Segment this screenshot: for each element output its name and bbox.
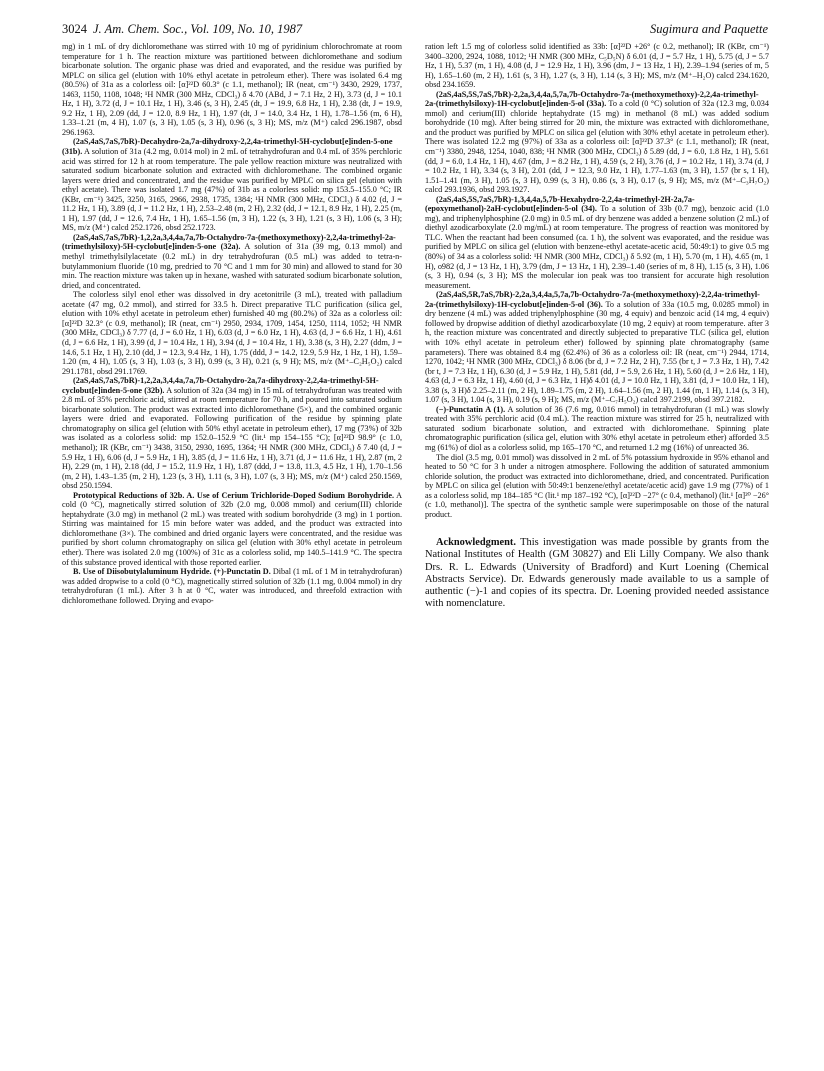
paragraph-text: A cold (0 °C), magnetically stirred solution of 32b (2.0 mg, 0.008 mmol) and cerium(III) chloride heptahydrate (3.0 mg) in methanol (2 mL) was treated with sodium borohydride (3 mg) in 1 portion. Stirring was maintained for 15 min before water was added, and the product was extracted into dichloromethane (3×). The combined and dried organic layers were concentrated, and the residue was purified by short column chromatography on silica gel (elution with 30% ethyl acetate in petroleum ether). There was isolated 2.0 mg (100%) of 31c as a colorless solid, mp 140.5–141.9 °C. The spectra of this substance proved identical with those reported earlier.: [62, 490, 402, 567]
body-paragraph: [425, 42, 769, 90]
body-paragraph: [62, 376, 402, 491]
body-paragraph: [62, 233, 402, 290]
paragraph-text: This investigation was made possible by grants from the National Institutes of Health (GM 30827) and Eli Lilly Company. We also thank Drs. R. L. Edwards (University of Bradford) and Kurt Loening (Chemical Abstracts Service). Dr. Edwards generously made available to us a sample of authentic (−)-1 and copies of its spectra. Dr. Loening provided needed assistance with nomenclature.: [425, 537, 769, 609]
paragraph-heading: Prototypical Reductions of 32b. A. Use of Cerium Trichloride-Doped Sodium Borohydride.: [73, 490, 394, 500]
body-paragraph: [425, 90, 769, 195]
running-head-left: [62, 22, 302, 37]
body-paragraph: [425, 290, 769, 405]
page-number: 3024: [62, 22, 87, 36]
paragraph-text: A solution of 32a (34 mg) in 15 mL of tetrahydrofuran was treated with 2.8 mL of 35% perchloric acid, stirred at room temperature for 70 h, and poured into saturated sodium bicarbonate solution. The product was extracted into dichloromethane (5×), and the combined organic layers were dried and evaporated. Following purification of the residue by spinning plate chromatography on silica gel (elution with 50% ethyl acetate in petroleum ether), 17 mg (73%) of 32b was isolated as a colorless solid: mp 152.0–152.9 °C (lit.¹ mp 154–155 °C); [α]²²D 98.9° (c 1.0, methanol); IR (KBr, cm⁻¹) 3438, 3150, 2930, 1695, 1364; ¹H NMR (300 MHz, CDCl₃) δ 7.40 (d, J = 5.9 Hz, 1 H), 6.06 (d, J = 5.9 Hz, 1 H), 3.85 (d, J = 11.6 Hz, 1 H), 3.71 (d, J = 11.6 Hz, 1 H), 2.87 (m, 2 H), 2.29 (m, 1 H), 2.18 (dd, J = 15.2, 11.9 Hz, 1 H), 1.87 (ddd, J = 13.8, 11.3, 4.5 Hz, 1 H), 1.70–1.56 (m, 2 H), 1.43–1.35 (m, 2 H), 1.23 (s, 3 H), 1.11 (s, 3 H), 1.07 (s, 3 H); MS, m/z (M⁺) calcd 250.1569, obsd 250.1594.: [62, 385, 402, 491]
paragraph-text: To a cold (0 °C) solution of 32a (12.3 mg, 0.034 mmol) and cerium(III) chloride heptahydrate (15 mg) in methanol (8 mL) was added sodium borohydride (10 mg). After being stirred for 20 min, the mixture was extracted with dichloromethane, and the product was purified by MPLC on silica gel (elution with 30% ethyl acetate in petroleum ether). There was isolated 12.2 mg (97%) of 33a as a colorless oil: [α]²²D 37.3° (c 1.1, methanol); IR (neat, cm⁻¹) 3380, 2948, 1254, 1040, 838; ¹H NMR (300 MHz, CDCl₃) δ 5.89 (dd, J = 6.0, 1.8 Hz, 1 H), 5.61 (dd, J = 6.0, 1.4 Hz, 1 H), 4.67 (dm, J = 8.2 Hz, 1 H), 4.59 (s, 2 H), 3.76 (d, J = 10.2 Hz, 1 H), 3.74 (d, J = 10.2 Hz, 1 H), 3.34 (s, 3 H), 2.01 (dd, J = 12.3, 9.0 Hz, 1 H), 1.77–1.63 (m, 3 H), 1.57 (br s, 1 H), 1.51–1.41 (m, 3 H), 1.05 (s, 3 H), 0.99 (s, 3 H), 0.86 (s, 3 H), 0.17 (s, 9 H); MS, m/z (M⁺–C₃H₇O₂) calcd 293.1936, obsd 293.1927.: [425, 99, 769, 195]
paragraph-text: A solution of 31a (4.2 mg, 0.014 mol) in 2 mL of tetrahydrofuran and 0.4 mL of 35% perchloric acid was stirred for 12 h at room temperature. The pale yellow reaction mixture was neutralized with saturated sodium bicarbonate solution and extracted with dichloromethane. The combined organic layers were dried and concentrated, and the residue was purified by MPLC on silica gel (elution with ethyl acetate). There was isolated 1.7 mg (47%) of 31b as a colorless solid: mp 153.5–155.0 °C; IR (KBr, cm⁻¹) 3425, 3250, 3165, 2966, 2938, 1735, 1384; ¹H NMR (300 MHz, CDCl₃) δ 4.02 (d, J = 11.2 Hz, 1 H), 3.89 (d, J = 11.2 Hz, 1 H), 2.53–2.48 (m, 2 H), 2.32 (dd, J = 12.1, 8.9 Hz, 1 H), 2.25 (m, 1 H), 1.97 (dd, J = 12.6, 7.4 Hz, 1 H), 1.65–1.56 (m, 3 H), 1.22 (s, 3 H), 1.21 (s, 3 H), 1.06 (s, 3 H); MS, m/z (M⁺) calcd 252.1726, obsd 252.1723.: [62, 147, 402, 233]
paragraph-heading: (2aS,4aS,7aS,7bR)-1,2,2a,3,4,4a,7a,7b-Octahydro-7a-(methoxymethoxy)-2,2,4a-trimethyl-2a-(trimethylsiloxy)-5H-cyclobut[e]inden-5-one (32a).: [62, 232, 396, 252]
running-head-authors: Sugimura and Paquette: [649, 22, 768, 36]
paragraph-text: Dibal (1 mL of 1 M in tetrahydrofuran) was added dropwise to a cold (0 °C), magnetically stirred solution of 32b (1.1 mg, 0.004 mmol) in dry tetrahydrofuran (1 mL). After 3 h at 0 °C, water was introduced, and threefold extraction with dichloromethane followed. Drying and evapo-: [62, 567, 402, 605]
paragraph-heading: Acknowledgment.: [436, 537, 516, 549]
body-paragraph: [425, 195, 769, 290]
paragraph-heading: (−)-Punctatin A (1).: [436, 404, 506, 414]
body-paragraph: [425, 453, 769, 520]
body-paragraph: [62, 42, 402, 137]
paragraph-text: mg) in 1 mL of dry dichloromethane was stirred with 10 mg of pyridinium chlorochromate at room temperature for 1 h. The reaction mixture was partitioned between dichloromethane and sodium bicarbonate solution. The organic phase was dried and evaporated, and the residue was purified by MPLC on silica gel (elution with 10% ethyl acetate in petroleum ether). There was isolated 6.4 mg (80.5%) of 31a as a colorless oil: [α]²²D 60.3° (c 1.1, methanol); IR (neat, cm⁻¹) 3430, 2929, 1737, 1463, 1150, 1108, 1048; ¹H NMR (300 MHz, CDCl₃) δ 4.70 (ABd, J = 7.1 Hz, 2 H), 3.73 (d, J = 10.1 Hz, 1 H), 3.72 (d, J = 10.1 Hz, 1 H), 3.46 (s, 3 H), 2.45 (dt, J = 19.9, 6.8 Hz, 1 H), 2.38 (dt, J = 19.9, 9.2 Hz, 1 H), 2.09 (dd, J = 12.0, 8.9 Hz, 1 H), 1.97 (dt, J = 14.0, 3.4 Hz, 1 H), 1.78–1.56 (m, 6 H), 1.33–1.21 (m, 4 H), 1.07 (s, 3 H), 1.05 (s, 3 H), 0.96 (s, 3 H); MS, m/z (M⁺) calcd 296.1987, obsd 296.1963.: [62, 42, 402, 137]
paragraph-text: ration left 1.5 mg of colorless solid identified as 33b: [α]²²D +26° (c 0.2, methanol); IR (KBr, cm⁻¹) 3400–3200, 2924, 1088, 1012; ¹H NMR (300 MHz, C₅D₅N) δ 6.01 (d, J = 5.7 Hz, 1 H), 5.75 (d, J = 5.7 Hz, 1 H), 5.37 (m, 1 H), 4.08 (d, J = 12.9 Hz, 1 H), 3.96 (dm, J = 13 Hz, 1 H), 2.39–1.94 (series of m, 5 H), 1.65–1.60 (m, 2 H), 1.61 (s, 3 H), 1.27 (s, 3 H), 1.14 (s, 3 H); MS, m/z (M⁺–H₂O) calcd 234.1620, obsd 234.1659.: [425, 42, 769, 90]
body-paragraph: [62, 567, 402, 605]
page-header: [62, 22, 768, 40]
right-column: [425, 42, 769, 610]
paragraph-text: To a solution of 33a (10.5 mg, 0.0285 mmol) in dry benzene (4 mL) was added triphenylphosphine (30 mg, 4 equiv) and benzoic acid (14 mg, 4 equiv) followed by dropwise addition of diethyl azodicarboxylate (10 mg, 2 equiv) at room temperature. after 3 h, the reaction mixture was concentrated and directly subjected to preparative TLC (silica gel, elution with 10% ethyl acetate in petroleum ether) followed by spinning plate chromatography (same parameters). There was obtained 8.4 mg (62.4%) of 36 as a colorless oil: IR (neat, cm⁻¹) 2944, 1714, 1270, 1042; ¹H NMR (300 MHz, CDCl₃) δ 8.06 (br d, J = 7.2 Hz, 2 H), 7.55 (br t, J = 7.3 Hz, 1 H), 7.42 (br t, J = 7.3 Hz, 1 H), 6.30 (d, J = 5.9 Hz, 1 H), 5.81 (dd, J = 5.9, 2.6 Hz, 1 H), 5.60 (d, J = 2.6 Hz, 1 H), 4.63 (d, J = 6.3 Hz, 1 H), 4.60 (d, J = 6.3 Hz, 1 H)δ 4.01 (d, J = 10.0 Hz, 1 H), 3.81 (d, J = 10.0 Hz, 1 H), 3.38 (s, 3 H)δ 2.25–2.11 (m, 2 H), 1.89–1.75 (m, 2 H), 1.64–1.56 (m, 2 H), 1.44 (m, 1 H), 1.14 (s, 3 H), 1.07 (s, 3 H), 1.04 (s, 3 H), 0.19 (s, 9 H); MS, m/z (M⁺–C₇H₅O₂) calcd 397.2199, obsd 397.2182.: [425, 299, 769, 405]
paragraph-text: The diol (3.5 mg, 0.01 mmol) was dissolved in 2 mL of 5% potassium hydroxide in 95% ethanol and heated to 50 °C for 3 h under a nitrogen atmosphere. Following the addition of saturated ammonium chloride solution, the product was extracted into dichloromethane, dried, and concentrated. Purification by MPLC on silica gel (elution with 50:49:1 benzene/ethyl acetate/acetic acid) gave 1.9 mg (77%) of 1 as a colorless solid, mp 184–185 °C (lit.¹ mp 187–192 °C), [α]²²D −27° (c 0.4, methanol) (lit.¹ [α]²⁰ −26° (c 1.0, methanol)]. The spectra of the synthetic sample were superimposable on those of the natural product.: [425, 452, 769, 519]
paragraph-heading: (2aS,4aS,7aS,7bR)-1,2,2a,3,4,4a,7a,7b-Octahydro-2a,7a-dihydroxy-2,2,4a-trimethyl-5H-cyclobut[e]inden-5-one (32b).: [62, 376, 379, 395]
body-paragraph: [62, 137, 402, 232]
paragraph-heading: (2aS,4aS,7aS,7bR)-Decahydro-2a,7a-dihydroxy-2,2,4a-trimethyl-5H-cyclobut[e]inden-5-one (31b).: [62, 137, 393, 157]
body-paragraph: [425, 405, 769, 453]
body-paragraph: [62, 290, 402, 376]
paragraph-text: The colorless silyl enol ether was dissolved in dry acetonitrile (3 mL), treated with palladium acetate (47 mg, 0.2 mmol), and stirred for 33.5 h. Direct preparative TLC purification (silica gel, elution with 10% ethyl acetate in petroleum ether) furnished 40 mg (80.2%) of 32a as a colorless oil: [α]²²D 32.3° (c 0.9, methanol); IR (neat, cm⁻¹) 2950, 2934, 1709, 1454, 1250, 1114, 1052; ¹H NMR (300 MHz, CDCl₃) δ 7.77 (d, J = 6.0 Hz, 1 H), 6.03 (d, J = 6.0 Hz, 1 H), 4.63 (d, J = 6.6 Hz, 1 H), 4.61 (d, J = 6.6 Hz, 1 H), 3.99 (d, J = 10.4 Hz, 1 H), 3.94 (d, J = 10.4 Hz, 1 H), 3.38 (s, 3 H), 2.27 (ddm, J = 14.6, 5.1 Hz, 1 H), 2.10 (dd, J = 12.3, 9.4 Hz, 1 H), 1.75 (ddd, J = 14.2, 12.9, 5.9 Hz, 1 Hz, 1 H), 1.59–1.20 (m, 4 H), 1.05 (s, 3 H), 1.03 (s, 3 H), 0.99 (s, 3 H), 0.21 (s, 9 H); MS, m/z (M⁺–C₂H₅O₂) calcd 291.1781, obsd 291.1769.: [62, 290, 402, 376]
body-paragraph: [62, 491, 402, 567]
paragraph-heading: B. Use of Diisobutylaluminum Hydride. (+)-Punctatin D.: [73, 567, 271, 577]
paragraph-heading: (2aS,4aS,5S,7aS,7bR)-1,3,4,4a,5,7b-Hexahydro-2,2,4a-trimethyl-2H-2a,7a-(epoxymethanol)-2aH-cyclobut[e]inden-5-ol (34).: [425, 194, 695, 214]
paragraph-text: A solution of 31a (39 mg, 0.13 mmol) and methyl trimethylsilylacetate (0.2 mL) in dry tetrahydrofuran (0.5 mL) was added to tetra-n-butylammonium fluoride (10 mg, predried to 70 °C and 1 mm for 30 min) and allowed to stand for 30 min. The reaction mixture was taken up in hexane, washed with saturated sodium bicarbonate solution, dried, and concentrated.: [62, 242, 402, 290]
paragraph-heading: (2aS,4aS,5R,7aS,7bR)-2,2a,3,4,4a,5,7a,7b-Octahydro-7a-(methoxymethoxy)-2,2,4a-trimethyl-2a-(trimethylsiloxy)-1H-cyclobut[e]inden-5-ol (36).: [425, 290, 760, 309]
paragraph-text: To a solution of 33b (0.7 mg), benzoic acid (1.0 mg), and triphenylphosphine (2.0 mg) in 0.5 mL of dry benzene was added a benzene solution (2 mL) of diethyl azodicarboxylate (2.0 mg/mL) at room temperature. The progress of reaction was monitored by TLC. When the reactant had been consumed (ca. 1 h), the solvent was evaporated, and the residue was purified by MPLC on silica gel (elution with benzene-ethyl acetate-acetic acid, 50:49:1) to give 0.5 mg (80%) of 34 as a colorless solid: ¹H NMR (300 MHz, CDCl₃) δ 5.92 (m, 1 H), 5.70 (m, 1 H), 4.65 (m, 1 H), o982 (d, J = 13 Hz, 1 H), 3.79 (dm, J = 13 Hz, 1 H), 2.39–1.40 (series of m, 8 H), 1.15 (s, 3 H), 1.06 (s, 3 H), 0.94 (s, 3 H); MS the molecular ion peak was too transient for accurate high resolution measurement.: [425, 204, 769, 290]
paragraph-text: A solution of 36 (7.6 mg, 0.016 mmol) in tetrahydrofuran (1 mL) was slowly treated with 35% perchloric acid (0.4 mL). The reaction mixture was stirred for 25 h, neutralized with saturated sodium bicarbonate solution, and extracted with dichloromethane. Spinning plate chromatographic purification (silica gel, elution with 30% ethyl acetate in petroleum ether) afforded 3.5 mg (61%) of diol as a colorless solid, mp 165–170 °C, and returned 1.2 mg (16%) of unreacted 36.: [425, 404, 769, 452]
paragraph-heading: (2aS,4aS,5S,7aS,7bR)-2,2a,3,4,4a,5,7a,7b-Octahydro-7a-(methoxymethoxy)-2,2,4a-trimethyl-2a-(trimethylsiloxy)-1H-cyclobut[e]inden-5-ol (33a).: [425, 89, 759, 109]
left-column: [62, 42, 402, 605]
acknowledgment-paragraph: [425, 537, 769, 610]
journal-citation: J. Am. Chem. Soc., Vol. 109, No. 10, 1987: [93, 22, 303, 36]
